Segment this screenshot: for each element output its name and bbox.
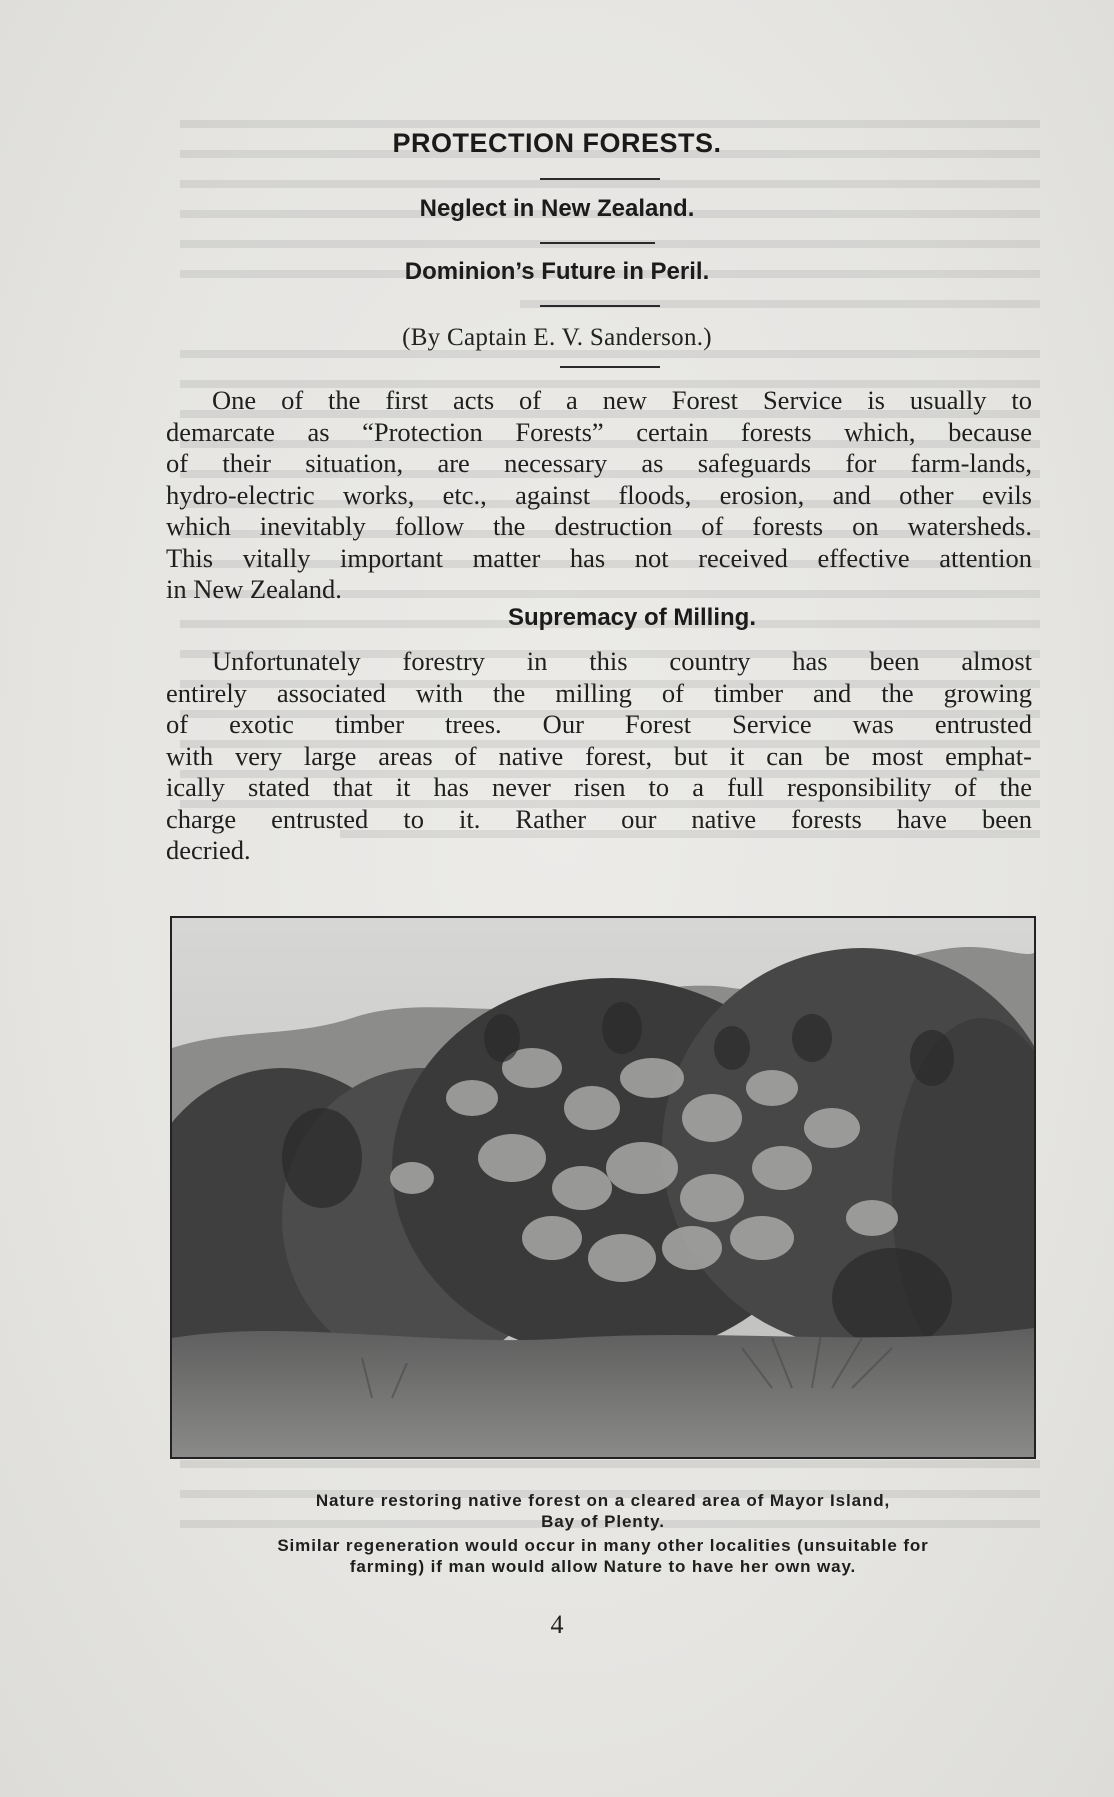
- paragraph-line: decried.: [166, 835, 251, 865]
- forest-photo-illustration: [172, 918, 1034, 1457]
- paragraph-line: with very large areas of native forest, but it can be most emphat-: [166, 740, 1032, 771]
- byline-divider: [560, 366, 660, 368]
- paragraph-line: which inevitably follow the destruction of forests on watersheds.: [166, 511, 1032, 541]
- forest-photograph: [170, 916, 1036, 1459]
- paragraph-line: This vitally important matter has not received effective attention: [166, 542, 1032, 573]
- subtitle-neglect: Neglect in New Zealand.: [419, 195, 695, 222]
- paragraph-line: Unfortunately forestry in this country has been almost: [212, 646, 1032, 676]
- page-number: 4: [550, 1610, 564, 1639]
- paragraph-protection-forests: [166, 385, 1032, 606]
- paragraph-line: of exotic timber trees. Our Forest Service was entrusted: [166, 709, 1032, 739]
- page-title: PROTECTION FORESTS.: [392, 128, 722, 158]
- author-byline: (By Captain E. V. Sanderson.): [402, 324, 712, 351]
- paragraph-line: of their situation, are necessary as safeguards for farm-lands,: [166, 448, 1032, 478]
- caption-line: Similar regeneration would occur in many other localities (unsuitable for: [277, 1536, 929, 1555]
- subtitle-future: Dominion’s Future in Peril.: [404, 258, 710, 285]
- paragraph-line: hydro-electric works, etc., against floods, erosion, and other evils: [166, 479, 1032, 510]
- paragraph-line: One of the first acts of a new Forest Service is usually to: [212, 385, 1032, 415]
- paragraph-line: entirely associated with the milling of timber and the growing: [166, 677, 1032, 708]
- paragraph-line: ically stated that it has never risen to a full responsibility of the: [166, 772, 1032, 802]
- paragraph-supremacy-of-milling: [166, 646, 1032, 867]
- paragraph-line: demarcate as “Protection Forests” certain forests which, because: [166, 416, 1032, 447]
- subtitle-divider-1: [540, 242, 655, 244]
- caption-line: Nature restoring native forest on a cleared area of Mayor Island,: [315, 1491, 891, 1510]
- caption-line: farming) if man would allow Nature to have her own way.: [349, 1557, 857, 1576]
- subtitle-divider-2: [540, 305, 660, 307]
- section-heading-milling: Supremacy of Milling.: [507, 604, 757, 631]
- paragraph-line: charge entrusted to it. Rather our native forests have been: [166, 803, 1032, 834]
- photo-caption: [180, 1490, 1026, 1577]
- paragraph-line: in New Zealand.: [166, 574, 342, 604]
- caption-line: Bay of Plenty.: [541, 1512, 665, 1531]
- title-divider: [540, 178, 660, 180]
